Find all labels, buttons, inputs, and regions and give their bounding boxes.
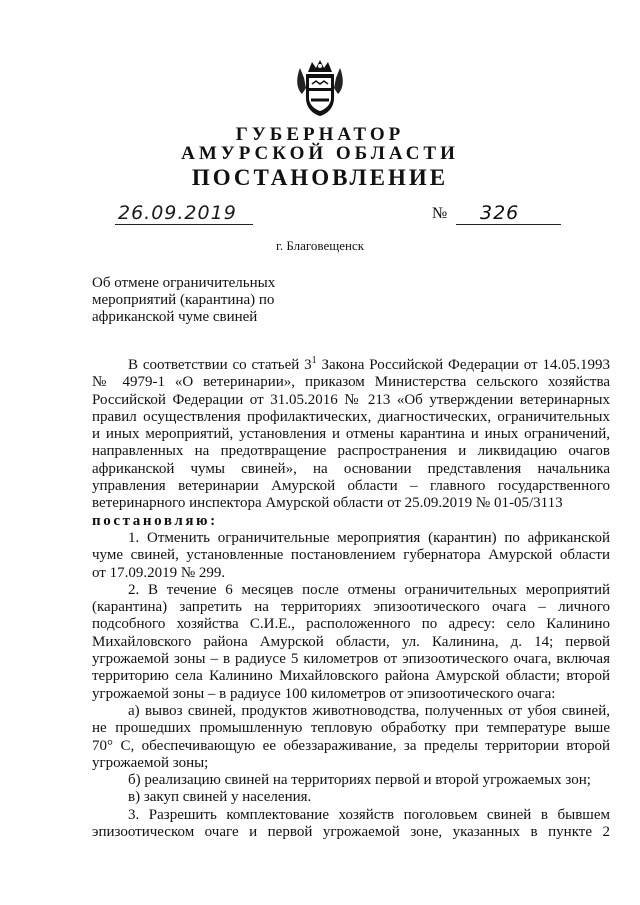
item-2-line: угрожаемой зоны – в радиусе 5 километров от эпизоотического очага, включая	[92, 651, 610, 668]
item-1-line: чуме свиней, установленные постановлением губернатора Амурской области	[92, 547, 610, 564]
decree-word: постановляю:	[92, 512, 218, 529]
item-a-line: угрожаемой зоны;	[92, 754, 209, 771]
item-a-line: а) вывоз свиней, продуктов животноводства, полученных от убоя свиней,	[128, 702, 610, 719]
item-2-line: территорию села Калинино Михайловского района Амурской области; второй	[92, 668, 610, 685]
number-label: №	[432, 205, 448, 222]
preamble-line: Российской Федерации от 31.05.2016 № 213 «Об утверждении ветеринарных	[92, 391, 610, 408]
item-v-line: в) закуп свиней у населения.	[128, 789, 312, 806]
document-body	[92, 357, 610, 841]
preamble-line: африканской чумы свиней», на основании представления начальника	[92, 460, 610, 477]
item-2-line: угрожаемой зоны – в радиусе 100 километров от эпизоотического очага:	[92, 685, 556, 702]
preamble-line: В соответствии со статьей $3^1$ Закона Российской Федерации от 14.05.1993	[128, 355, 610, 373]
preamble-line: № 4979-1 «О ветеринарии», приказом Министерства сельского хозяйства	[92, 374, 610, 391]
handwritten-number: 326	[480, 202, 520, 224]
item-2-line: подсобного хозяйства С.И.Е., расположенного по адресу: село Калинино	[92, 616, 610, 633]
item-a-line: 70° С, обеспечивающую ее обеззараживание, за пределы территории второй	[92, 737, 610, 754]
preamble-line: направленных на предотвращение распространения и ликвидацию очагов	[92, 443, 610, 460]
number-underline	[456, 224, 561, 225]
subject-line: мероприятий (карантина) по	[92, 292, 275, 308]
preamble-line: ветеринарного инспектора Амурской области от 25.09.2019 № 01-05/3113	[92, 495, 563, 512]
header-governor: ГУБЕРНАТОР	[235, 124, 405, 145]
subject-line: африканской чуме свиней	[92, 309, 258, 325]
city-name: г. Благовещенск	[275, 238, 365, 253]
preamble-line: правил осуществления профилактических, диагностических, ограничительных	[92, 408, 610, 425]
item-1-line: от 17.09.2019 № 299.	[92, 564, 226, 581]
header-region: АМУРСКОЙ ОБЛАСТИ	[181, 143, 459, 164]
document-type-title: ПОСТАНОВЛЕНИЕ	[191, 165, 449, 190]
document-subject	[92, 275, 352, 326]
preamble-line: управления ветеринарии Амурской области – главного государственного	[92, 478, 610, 495]
handwritten-date: 26.09.2019	[118, 202, 237, 224]
item-3-line: эпизоотическом очаге и первой угрожаемой зоне, указанных в пункте 2	[92, 824, 610, 841]
item-1-line: 1. Отменить ограничительные мероприятия (карантин) по африканской	[128, 529, 610, 546]
item-2-line: (карантина) запретить на территориях эпизоотического очага – личного	[92, 599, 610, 616]
item-2-line: 2. В течение 6 месяцев после отмены ограничительных мероприятий	[128, 581, 610, 598]
preamble-line: и иных мероприятий, установления и отмены карантина и иных ограничений,	[92, 426, 610, 443]
subject-line: Об отмене ограничительных	[92, 275, 276, 291]
item-a-line: не прошедших промышленную тепловую обработку при температуре выше	[92, 720, 610, 737]
item-b-line: б) реализацию свиней на территориях первой и второй угрожаемых зон;	[128, 772, 591, 789]
coat-of-arms-emblem	[294, 58, 346, 118]
date-underline	[115, 224, 253, 225]
item-2-line: Михайловского района Амурской области, ул. Калинина, д. 14; первой	[92, 633, 610, 650]
item-3-line: 3. Разрешить комплектование хозяйств поголовьем свиней в бывшем	[128, 806, 610, 823]
